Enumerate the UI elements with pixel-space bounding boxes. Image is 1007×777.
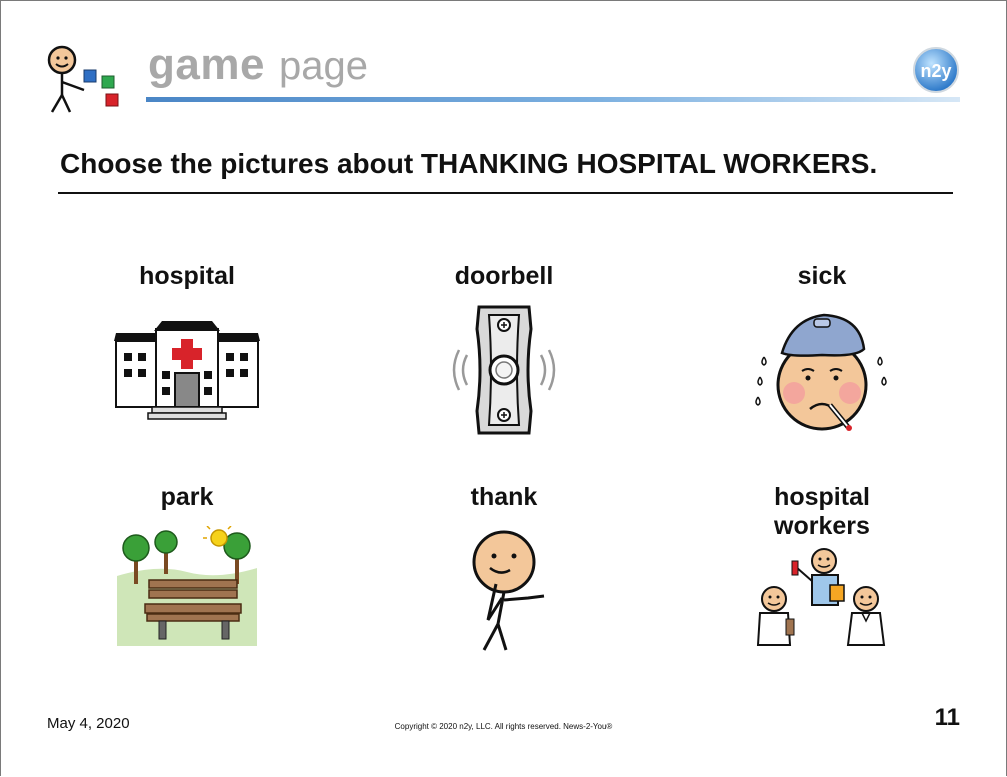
stick-figure-with-blocks-icon [40,40,130,120]
header-rule [146,97,960,102]
choice-label: sick [797,262,847,290]
choice-label: park [160,483,214,511]
park-icon [117,526,257,646]
footer-date: May 4, 2020 [47,715,130,732]
n2y-badge-text: n2y [920,61,952,81]
choice-label: hospital [139,262,235,290]
thank-gesture-icon [444,524,564,654]
choice-thank[interactable] [384,483,624,654]
choice-label: doorbell [454,262,554,290]
title-page: page [278,44,368,88]
doorbell-icon [439,305,569,435]
hospital-icon [112,321,262,421]
page-number: 11 [934,704,960,731]
choice-label: hospital workers [774,483,870,540]
footer-copyright: Copyright © 2020 n2y, LLC. All rights reserved. News-2-You® [394,722,613,731]
question-heading [58,148,953,194]
choice-sick[interactable] [702,262,942,435]
choice-label: thank [470,483,538,511]
n2y-globe-icon [912,46,960,94]
choice-doorbell[interactable] [384,262,624,435]
question-text: Choose the pictures about THANKING HOSPITAL WORKERS. [60,148,878,179]
header-title [148,40,368,96]
choice-park[interactable] [67,483,307,646]
choice-hospital-workers[interactable] [702,483,942,665]
choice-hospital[interactable] [67,262,307,421]
title-game: game [148,40,265,89]
sick-face-icon [752,305,892,435]
hospital-workers-icon [752,545,892,665]
